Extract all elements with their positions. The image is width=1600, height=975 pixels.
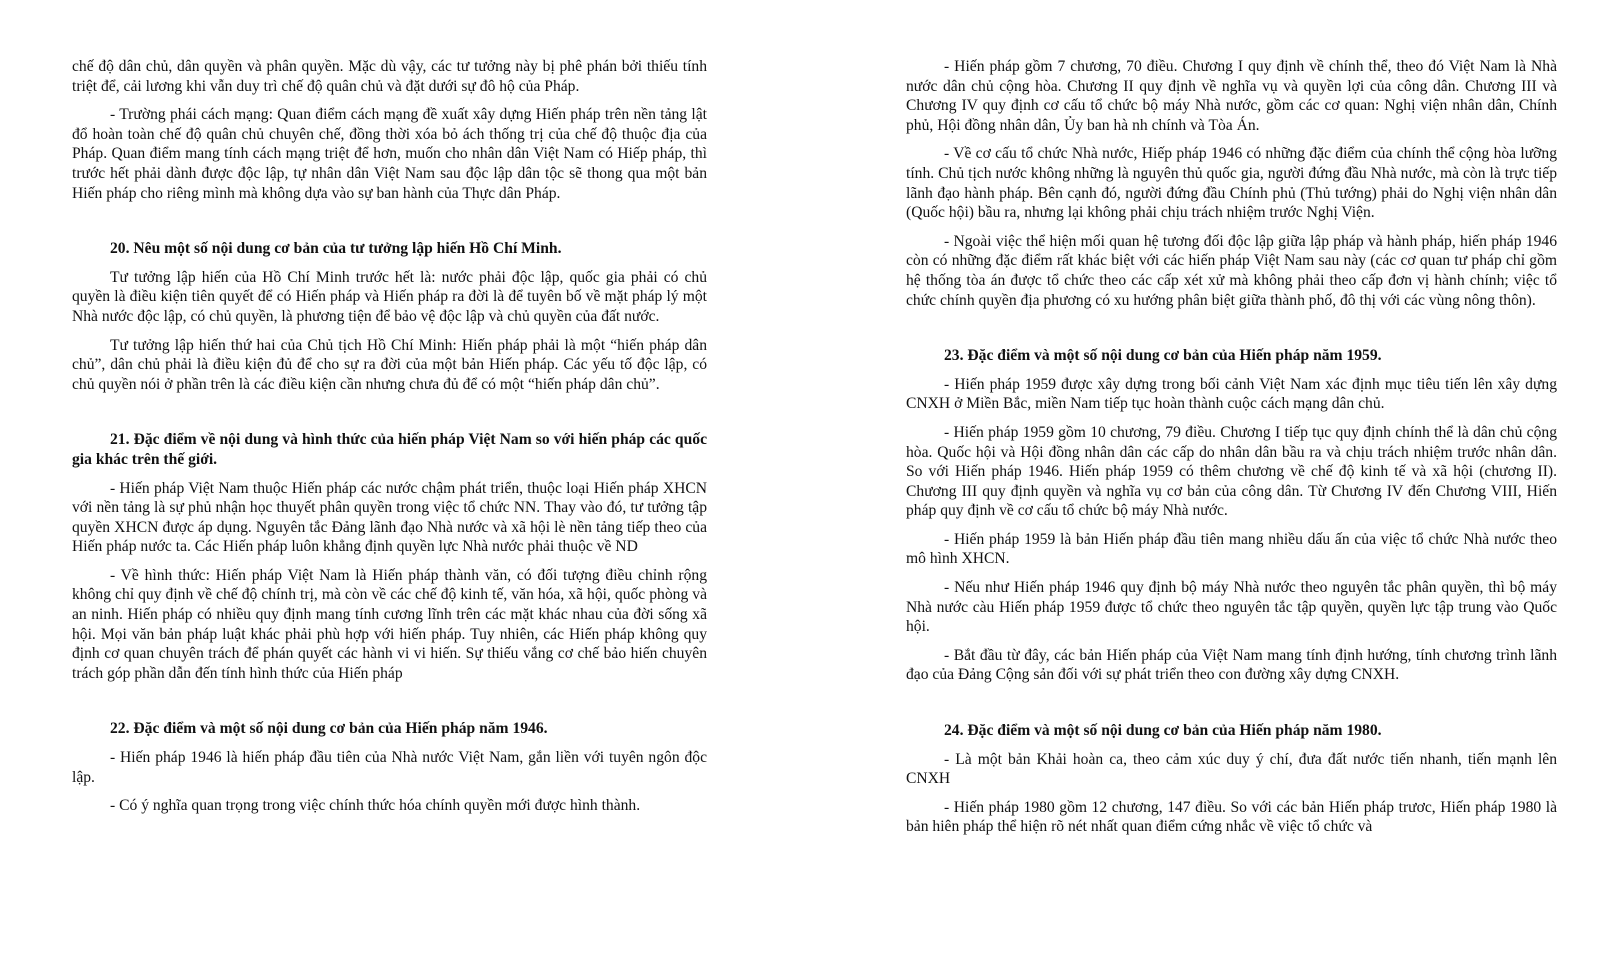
paragraph: - Hiến pháp 1959 gồm 10 chương, 79 điều. Chương I tiếp tục quy định chính thể là dân chủ cộng hòa. Quốc hội và Hội đồng nhân dân các cấp do nhân dân bầu ra và chịu trách nhiệm trước nhân dân. So với Hiến pháp 1946. Hiến pháp 1959 có thêm chương về chế độ kinh tế và xã hội (chương II). Chương III quy định quyền và nghĩa vụ cơ bản của công dân. Từ Chương IV đến Chương VIII, Hiến pháp quy định về cơ cấu tổ chức bộ máy Nhà nước. <box>906 423 1557 520</box>
right-page <box>800 0 1600 975</box>
paragraph: - Hiến pháp gồm 7 chương, 70 điều. Chương I quy định về chính thể, theo đó Việt Nam là Nhà nước dân chủ cộng hòa. Chương II quy định về nghĩa vụ và quyền lợi của công dân. Chương III và Chương IV quy định cơ cấu tổ chức bộ máy Nhà nước, gồm các cơ quan: Nghị viện nhân dân, Chính phủ, Hội đồng nhân dân, Ủy ban hà nh chính và Tòa Án. <box>906 58 1557 134</box>
paragraph: - Hiến pháp 1959 được xây dựng trong bối cảnh Việt Nam xác định mục tiêu tiến lên xây dựng CNXH ở Miền Bắc, miền Nam tiếp tục hoàn thành cuộc cách mạng dân chủ. <box>906 375 1557 413</box>
paragraph: - Là một bản Khải hoàn ca, theo cảm xúc duy ý chí, đưa đất nước tiến nhanh, tiến mạnh lên CNXH <box>906 750 1557 788</box>
section-heading-23: 23. Đặc điểm và một số nội dung cơ bản của Hiến pháp năm 1959. <box>944 347 1382 365</box>
paragraph: - Ngoài việc thể hiện mối quan hệ tương đối độc lập giữa lập pháp và hành pháp, hiến pháp 1946 còn có những đặc điểm rất khác biệt với các hiến pháp Việt Nam sau này (các cơ quan tư pháp chỉ gồm hệ thống tòa án được tổ chức theo các cấp xét xử mà không phải theo cấp đơn vị hành chính; việc tổ chức chính quyền địa phương có xu hướng phân biệt giữa thành phố, đô thị với các vùng nông thôn). <box>906 232 1557 309</box>
section-heading-22: 22. Đặc điểm và một số nội dung cơ bản của Hiến pháp năm 1946. <box>110 720 548 738</box>
paragraph: Tư tưởng lập hiến của Hồ Chí Minh trước hết là: nước phải độc lập, quốc gia phải có chủ quyền là điều kiện tiên quyết để có Hiến pháp và Hiến pháp ra đời là để tuyên bố về mặt pháp lý một Nhà nước độc lập, có chủ quyền, là phương tiện để bảo vệ độc lập và chủ quyền của đất nước. <box>72 268 707 325</box>
paragraph: - Về cơ cấu tổ chức Nhà nước, Hiếp pháp 1946 có những đặc điểm của chính thể cộng hòa lưỡng tính. Chủ tịch nước không những là nguyên thủ quốc gia, người đứng đầu Nhà nước, mà còn là trực tiếp lãnh đạo hành pháp. Bên cạnh đó, người đứng đầu Chính phủ (Thủ tướng) phải do Nghị viện nhân dân (Quốc hội) bầu ra, nhưng lại không phải chịu trách nhiệm trước Nghị Viện. <box>906 145 1557 222</box>
paragraph: chế độ dân chủ, dân quyền và phân quyền. Mặc dù vậy, các tư tưởng này bị phê phán bởi thiếu tính triệt để, cải lương khi vẫn duy trì chế độ quân chủ và đặt dưới sự đô hộ của Pháp. <box>72 58 707 95</box>
paragraph: - Hiến pháp Việt Nam thuộc Hiến pháp các nước chậm phát triển, thuộc loại Hiến pháp XHCN với nền tảng là sự phủ nhận học thuyết phân quyền trong việc tổ chức NN. Thay vào đó, tư tưởng tập quyền XHCN được áp dụng. Nguyên tắc Đảng lãnh đạo Nhà nước và xã hội lè nền tảng tiếp theo của Hiến pháp nước ta. Các Hiến pháp luôn khẳng định quyền lực Nhà nước phải thuộc về ND <box>72 479 707 556</box>
paragraph: - Nếu như Hiến pháp 1946 quy định bộ máy Nhà nước theo nguyên tắc phân quyền, thì bộ máy Nhà nước càu Hiến pháp 1959 được tổ chức theo nguyên tắc tập quyền, quyền lực tập trung vào Quốc hội. <box>906 579 1557 636</box>
paragraph: - Hiến pháp 1959 là bản Hiến pháp đầu tiên mang nhiều dấu ấn của việc tổ chức Nhà nước theo mô hình XHCN. <box>906 530 1557 568</box>
paragraph: Tư tưởng lập hiến thứ hai của Chủ tịch Hồ Chí Minh: Hiến pháp phải là một “hiến pháp dân chủ”, dân chủ phải là điều kiện đủ để cho sự ra đời của một bản Hiến pháp. Các yếu tố độc lập, có chủ quyền nói ở phần trên là các điều kiện cần nhưng chưa đủ để có một “hiến pháp dân chủ”. <box>72 336 707 393</box>
section-heading-24: 24. Đặc điểm và một số nội dung cơ bản của Hiến pháp năm 1980. <box>944 722 1382 740</box>
section-heading-20: 20. Nêu một số nội dung cơ bản của tư tưởng lập hiến Hồ Chí Minh. <box>110 240 562 258</box>
paragraph: - Hiến pháp 1946 là hiến pháp đầu tiên của Nhà nước Việt Nam, gắn liền với tuyên ngôn độc lập. <box>72 749 707 786</box>
paragraph: - Hiến pháp 1980 gồm 12 chương, 147 điều. So với các bản Hiến pháp trươc, Hiến pháp 1980 là bản hiên pháp thể hiện rõ nét nhất quan điểm cứng nhắc về việc tổ chức và <box>906 798 1557 836</box>
paragraph: - Về hình thức: Hiến pháp Việt Nam là Hiến pháp thành văn, có đối tượng điều chỉnh rộng không chỉ quy định về chế độ chính trị, mà còn về các chế độ kinh tế, văn hóa, xã hội, quốc phòng và an ninh. Hiến pháp có nhiều quy định mang tính cương lĩnh trên các mặt khác nhau của đời sống xã hội. Mọi văn bản pháp luật khác phải phù hợp với hiến pháp. Tuy nhiên, các Hiến pháp không quy định cơ quan chuyên trách để phán quyết các hành vi vi hiến. Sự thiếu vắng cơ chế bảo hiến chuyên trách góp phần dẫn đến tính hình thức của Hiến pháp <box>72 566 707 682</box>
paragraph: - Trường phái cách mạng: Quan điểm cách mạng đề xuất xây dựng Hiến pháp trên nền tảng lật đổ hoàn toàn chế độ quân chủ chuyên chế, đồng thời xóa bỏ ách thống trị của chế độ thuộc địa của Pháp. Quan điểm mang tính cách mạng triệt để hơn, muốn cho nhân dân Việt Nam có Hiếp pháp, thì trước hết phải dành được độc lập, tự nhân dân Việt Nam sau độc lập dân tộc sẽ thong qua một bản Hiến pháp cho riêng mình mà không dựa vào sự ban hành của Thực dân Pháp. <box>72 106 707 202</box>
paragraph: - Có ý nghĩa quan trọng trong việc chính thức hóa chính quyền mới được hình thành. <box>110 797 641 815</box>
section-heading-21: 21. Đặc điểm về nội dung và hình thức của hiến pháp Việt Nam so với hiến pháp các quốc gia khác trên thế giới. <box>72 431 707 468</box>
paragraph: - Bắt đầu từ đây, các bản Hiến pháp của Việt Nam mang tính định hướng, tính chương trình lãnh đạo của Đảng Cộng sản đối với sự phát triển theo con đường xây dựng CNXH. <box>906 646 1557 684</box>
